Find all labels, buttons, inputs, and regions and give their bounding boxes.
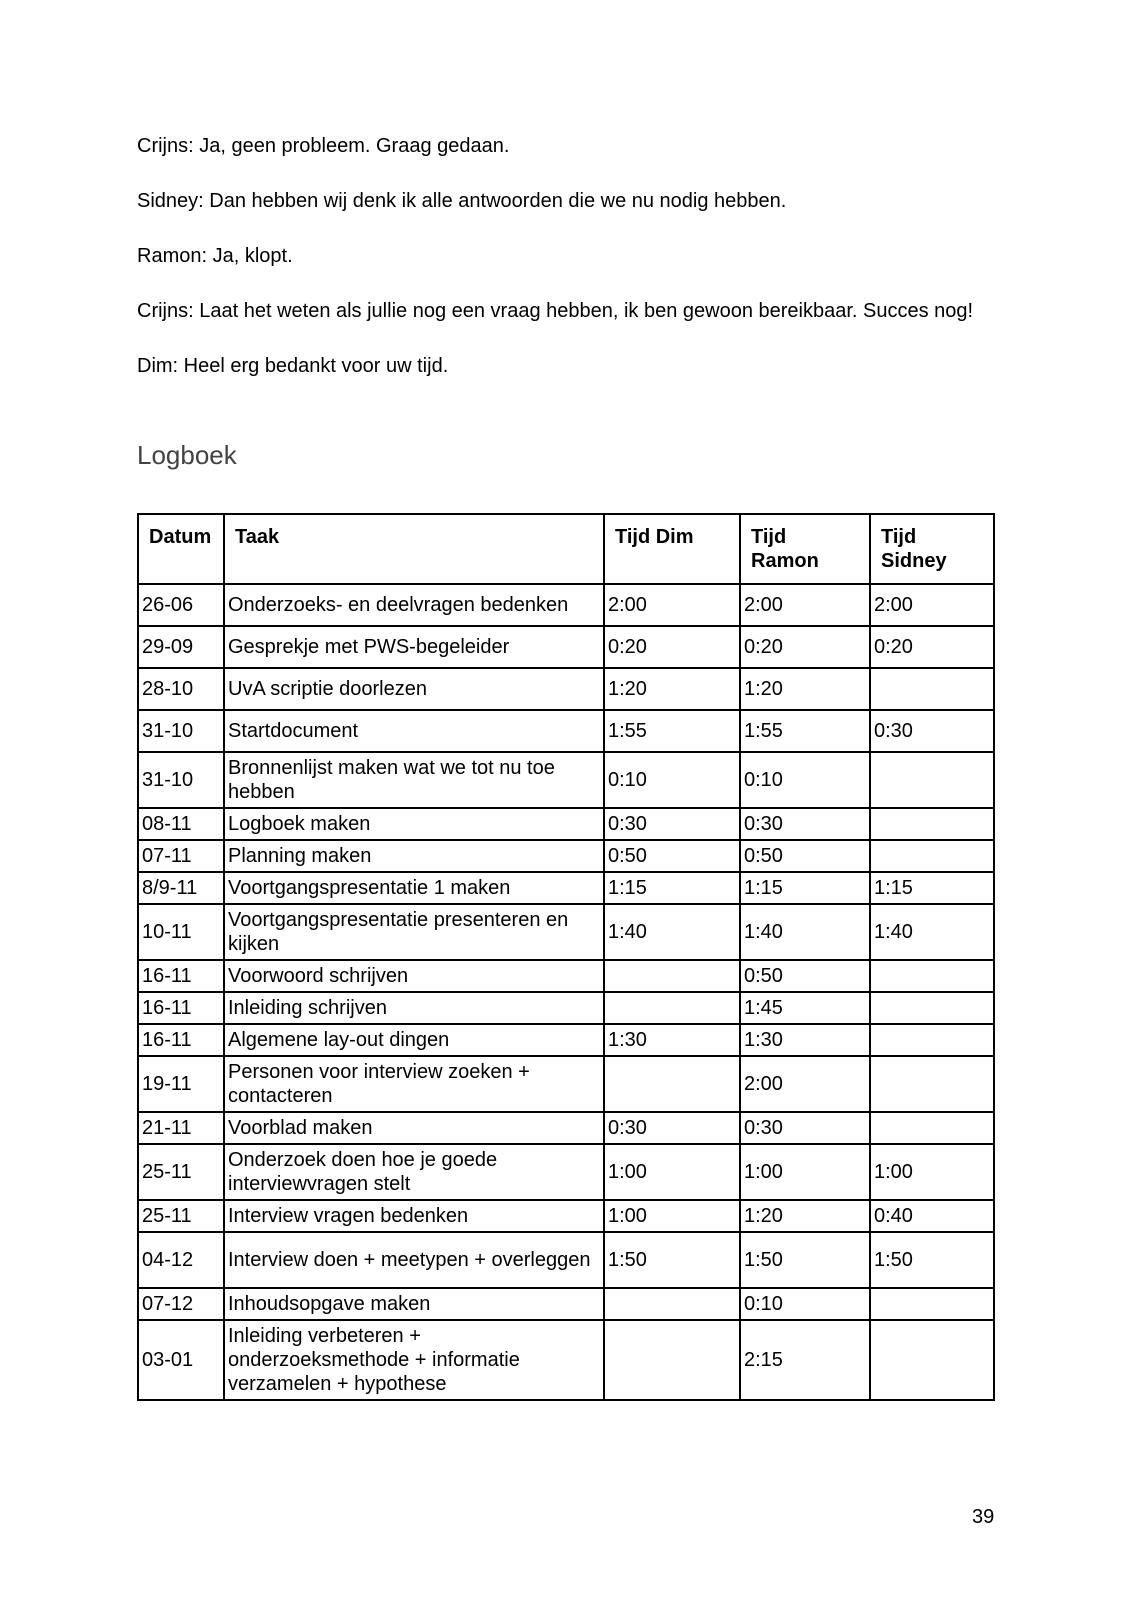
- column-header-task: Taak: [224, 514, 604, 584]
- cell-time-sidney: 1:50: [870, 1232, 994, 1288]
- cell-time-ramon: 0:10: [740, 1288, 870, 1320]
- cell-date: 25-11: [138, 1200, 224, 1232]
- cell-task: Algemene lay-out dingen: [224, 1024, 604, 1056]
- cell-task: Interview vragen bedenken: [224, 1200, 604, 1232]
- table-row: [138, 584, 994, 626]
- cell-task: Startdocument: [224, 710, 604, 752]
- cell-time-ramon: 1:55: [740, 710, 870, 752]
- cell-time-dim: 1:00: [604, 1200, 740, 1232]
- table-row: [138, 1320, 994, 1400]
- cell-task: Personen voor interview zoeken + contacteren: [224, 1056, 604, 1112]
- cell-time-sidney: [870, 1056, 994, 1112]
- cell-time-sidney: 0:30: [870, 710, 994, 752]
- table-row: [138, 1200, 994, 1232]
- cell-time-sidney: 2:00: [870, 584, 994, 626]
- cell-time-ramon: 0:30: [740, 1112, 870, 1144]
- cell-time-sidney: [870, 992, 994, 1024]
- cell-task: Onderzoeks- en deelvragen bedenken: [224, 584, 604, 626]
- table-row: [138, 992, 994, 1024]
- cell-time-dim: 1:55: [604, 710, 740, 752]
- table-row: [138, 960, 994, 992]
- cell-time-dim: 0:20: [604, 626, 740, 668]
- table-row: [138, 1232, 994, 1288]
- cell-time-dim: 0:30: [604, 1112, 740, 1144]
- cell-time-sidney: [870, 808, 994, 840]
- cell-time-dim: 1:20: [604, 668, 740, 710]
- cell-time-sidney: [870, 1024, 994, 1056]
- cell-time-ramon: 0:20: [740, 626, 870, 668]
- cell-time-dim: 1:15: [604, 872, 740, 904]
- cell-task: Voortgangspresentatie presenteren en kijken: [224, 904, 604, 960]
- cell-time-sidney: [870, 752, 994, 808]
- cell-task: Gesprekje met PWS-begeleider: [224, 626, 604, 668]
- cell-time-sidney: 0:40: [870, 1200, 994, 1232]
- cell-date: 08-11: [138, 808, 224, 840]
- cell-time-sidney: [870, 668, 994, 710]
- cell-time-ramon: 1:20: [740, 1200, 870, 1232]
- section-heading: Logboek: [137, 440, 237, 470]
- column-header-time-dim: Tijd Dim: [604, 514, 740, 584]
- table-row: [138, 752, 994, 808]
- cell-time-ramon: 1:45: [740, 992, 870, 1024]
- cell-date: 07-12: [138, 1288, 224, 1320]
- cell-time-ramon: 1:00: [740, 1144, 870, 1200]
- cell-date: 26-06: [138, 584, 224, 626]
- cell-task: Inleiding schrijven: [224, 992, 604, 1024]
- interview-transcript: [137, 133, 987, 408]
- cell-time-sidney: 1:15: [870, 872, 994, 904]
- dialogue-line: Crijns: Laat het weten als jullie nog een vraag hebben, ik ben gewoon bereikbaar. Succes nog!: [137, 300, 974, 322]
- cell-date: 29-09: [138, 626, 224, 668]
- cell-time-ramon: 2:15: [740, 1320, 870, 1400]
- cell-time-sidney: 0:20: [870, 626, 994, 668]
- table-row: [138, 710, 994, 752]
- cell-date: 16-11: [138, 992, 224, 1024]
- column-header-time-ramon: Tijd Ramon: [740, 514, 870, 584]
- table-row: [138, 626, 994, 668]
- table-row: [138, 840, 994, 872]
- cell-time-ramon: 0:10: [740, 752, 870, 808]
- cell-date: 28-10: [138, 668, 224, 710]
- cell-time-dim: [604, 1288, 740, 1320]
- table-row: [138, 668, 994, 710]
- logbook-table: [137, 513, 995, 1401]
- cell-task: Inleiding verbeteren + onderzoeksmethode + informatie verzamelen + hypothese: [224, 1320, 604, 1400]
- cell-date: 8/9-11: [138, 872, 224, 904]
- cell-date: 16-11: [138, 1024, 224, 1056]
- cell-date: 07-11: [138, 840, 224, 872]
- cell-time-dim: [604, 1056, 740, 1112]
- cell-date: 03-01: [138, 1320, 224, 1400]
- table-header-row: [138, 514, 994, 584]
- cell-time-sidney: 1:00: [870, 1144, 994, 1200]
- dialogue-line: Crijns: Ja, geen probleem. Graag gedaan.: [137, 135, 510, 157]
- cell-time-ramon: 1:40: [740, 904, 870, 960]
- cell-task: Voorblad maken: [224, 1112, 604, 1144]
- column-header-date: Datum: [138, 514, 224, 584]
- logbook-rows: [138, 584, 994, 1400]
- cell-time-dim: [604, 992, 740, 1024]
- cell-date: 04-12: [138, 1232, 224, 1288]
- cell-task: Voortgangspresentatie 1 maken: [224, 872, 604, 904]
- cell-task: Onderzoek doen hoe je goede interviewvragen stelt: [224, 1144, 604, 1200]
- cell-time-dim: 1:00: [604, 1144, 740, 1200]
- cell-time-dim: [604, 1320, 740, 1400]
- table-row: [138, 1024, 994, 1056]
- cell-date: 31-10: [138, 710, 224, 752]
- page-number: 39: [972, 1506, 995, 1528]
- cell-time-sidney: [870, 1320, 994, 1400]
- table-row: [138, 1112, 994, 1144]
- cell-task: Voorwoord schrijven: [224, 960, 604, 992]
- cell-time-sidney: [870, 840, 994, 872]
- dialogue-line: Dim: Heel erg bedankt voor uw tijd.: [137, 355, 449, 377]
- cell-time-ramon: 1:15: [740, 872, 870, 904]
- cell-time-dim: 2:00: [604, 584, 740, 626]
- cell-time-ramon: 0:50: [740, 960, 870, 992]
- cell-time-ramon: 1:20: [740, 668, 870, 710]
- table-row: [138, 1056, 994, 1112]
- cell-time-dim: 0:30: [604, 808, 740, 840]
- cell-time-ramon: 2:00: [740, 1056, 870, 1112]
- cell-time-dim: 1:40: [604, 904, 740, 960]
- column-header-time-sidney: Tijd Sidney: [870, 514, 994, 584]
- cell-time-ramon: 1:30: [740, 1024, 870, 1056]
- cell-date: 19-11: [138, 1056, 224, 1112]
- cell-task: Bronnenlijst maken wat we tot nu toe hebben: [224, 752, 604, 808]
- cell-task: Logboek maken: [224, 808, 604, 840]
- cell-time-dim: 0:10: [604, 752, 740, 808]
- cell-date: 31-10: [138, 752, 224, 808]
- cell-date: 10-11: [138, 904, 224, 960]
- cell-time-sidney: [870, 960, 994, 992]
- cell-task: Planning maken: [224, 840, 604, 872]
- cell-task: UvA scriptie doorlezen: [224, 668, 604, 710]
- table-row: [138, 1144, 994, 1200]
- table-row: [138, 1288, 994, 1320]
- cell-time-sidney: [870, 1288, 994, 1320]
- cell-date: 21-11: [138, 1112, 224, 1144]
- cell-date: 16-11: [138, 960, 224, 992]
- cell-time-ramon: 0:50: [740, 840, 870, 872]
- table-row: [138, 872, 994, 904]
- dialogue-line: Ramon: Ja, klopt.: [137, 245, 293, 267]
- cell-time-dim: [604, 960, 740, 992]
- cell-time-dim: 0:50: [604, 840, 740, 872]
- cell-time-dim: 1:50: [604, 1232, 740, 1288]
- cell-time-ramon: 2:00: [740, 584, 870, 626]
- table-row: [138, 808, 994, 840]
- cell-time-ramon: 0:30: [740, 808, 870, 840]
- cell-time-dim: 1:30: [604, 1024, 740, 1056]
- table-row: [138, 904, 994, 960]
- cell-date: 25-11: [138, 1144, 224, 1200]
- cell-time-sidney: 1:40: [870, 904, 994, 960]
- cell-time-ramon: 1:50: [740, 1232, 870, 1288]
- dialogue-line: Sidney: Dan hebben wij denk ik alle antwoorden die we nu nodig hebben.: [137, 190, 787, 212]
- cell-task: Interview doen + meetypen + overleggen: [224, 1232, 604, 1288]
- cell-time-sidney: [870, 1112, 994, 1144]
- cell-task: Inhoudsopgave maken: [224, 1288, 604, 1320]
